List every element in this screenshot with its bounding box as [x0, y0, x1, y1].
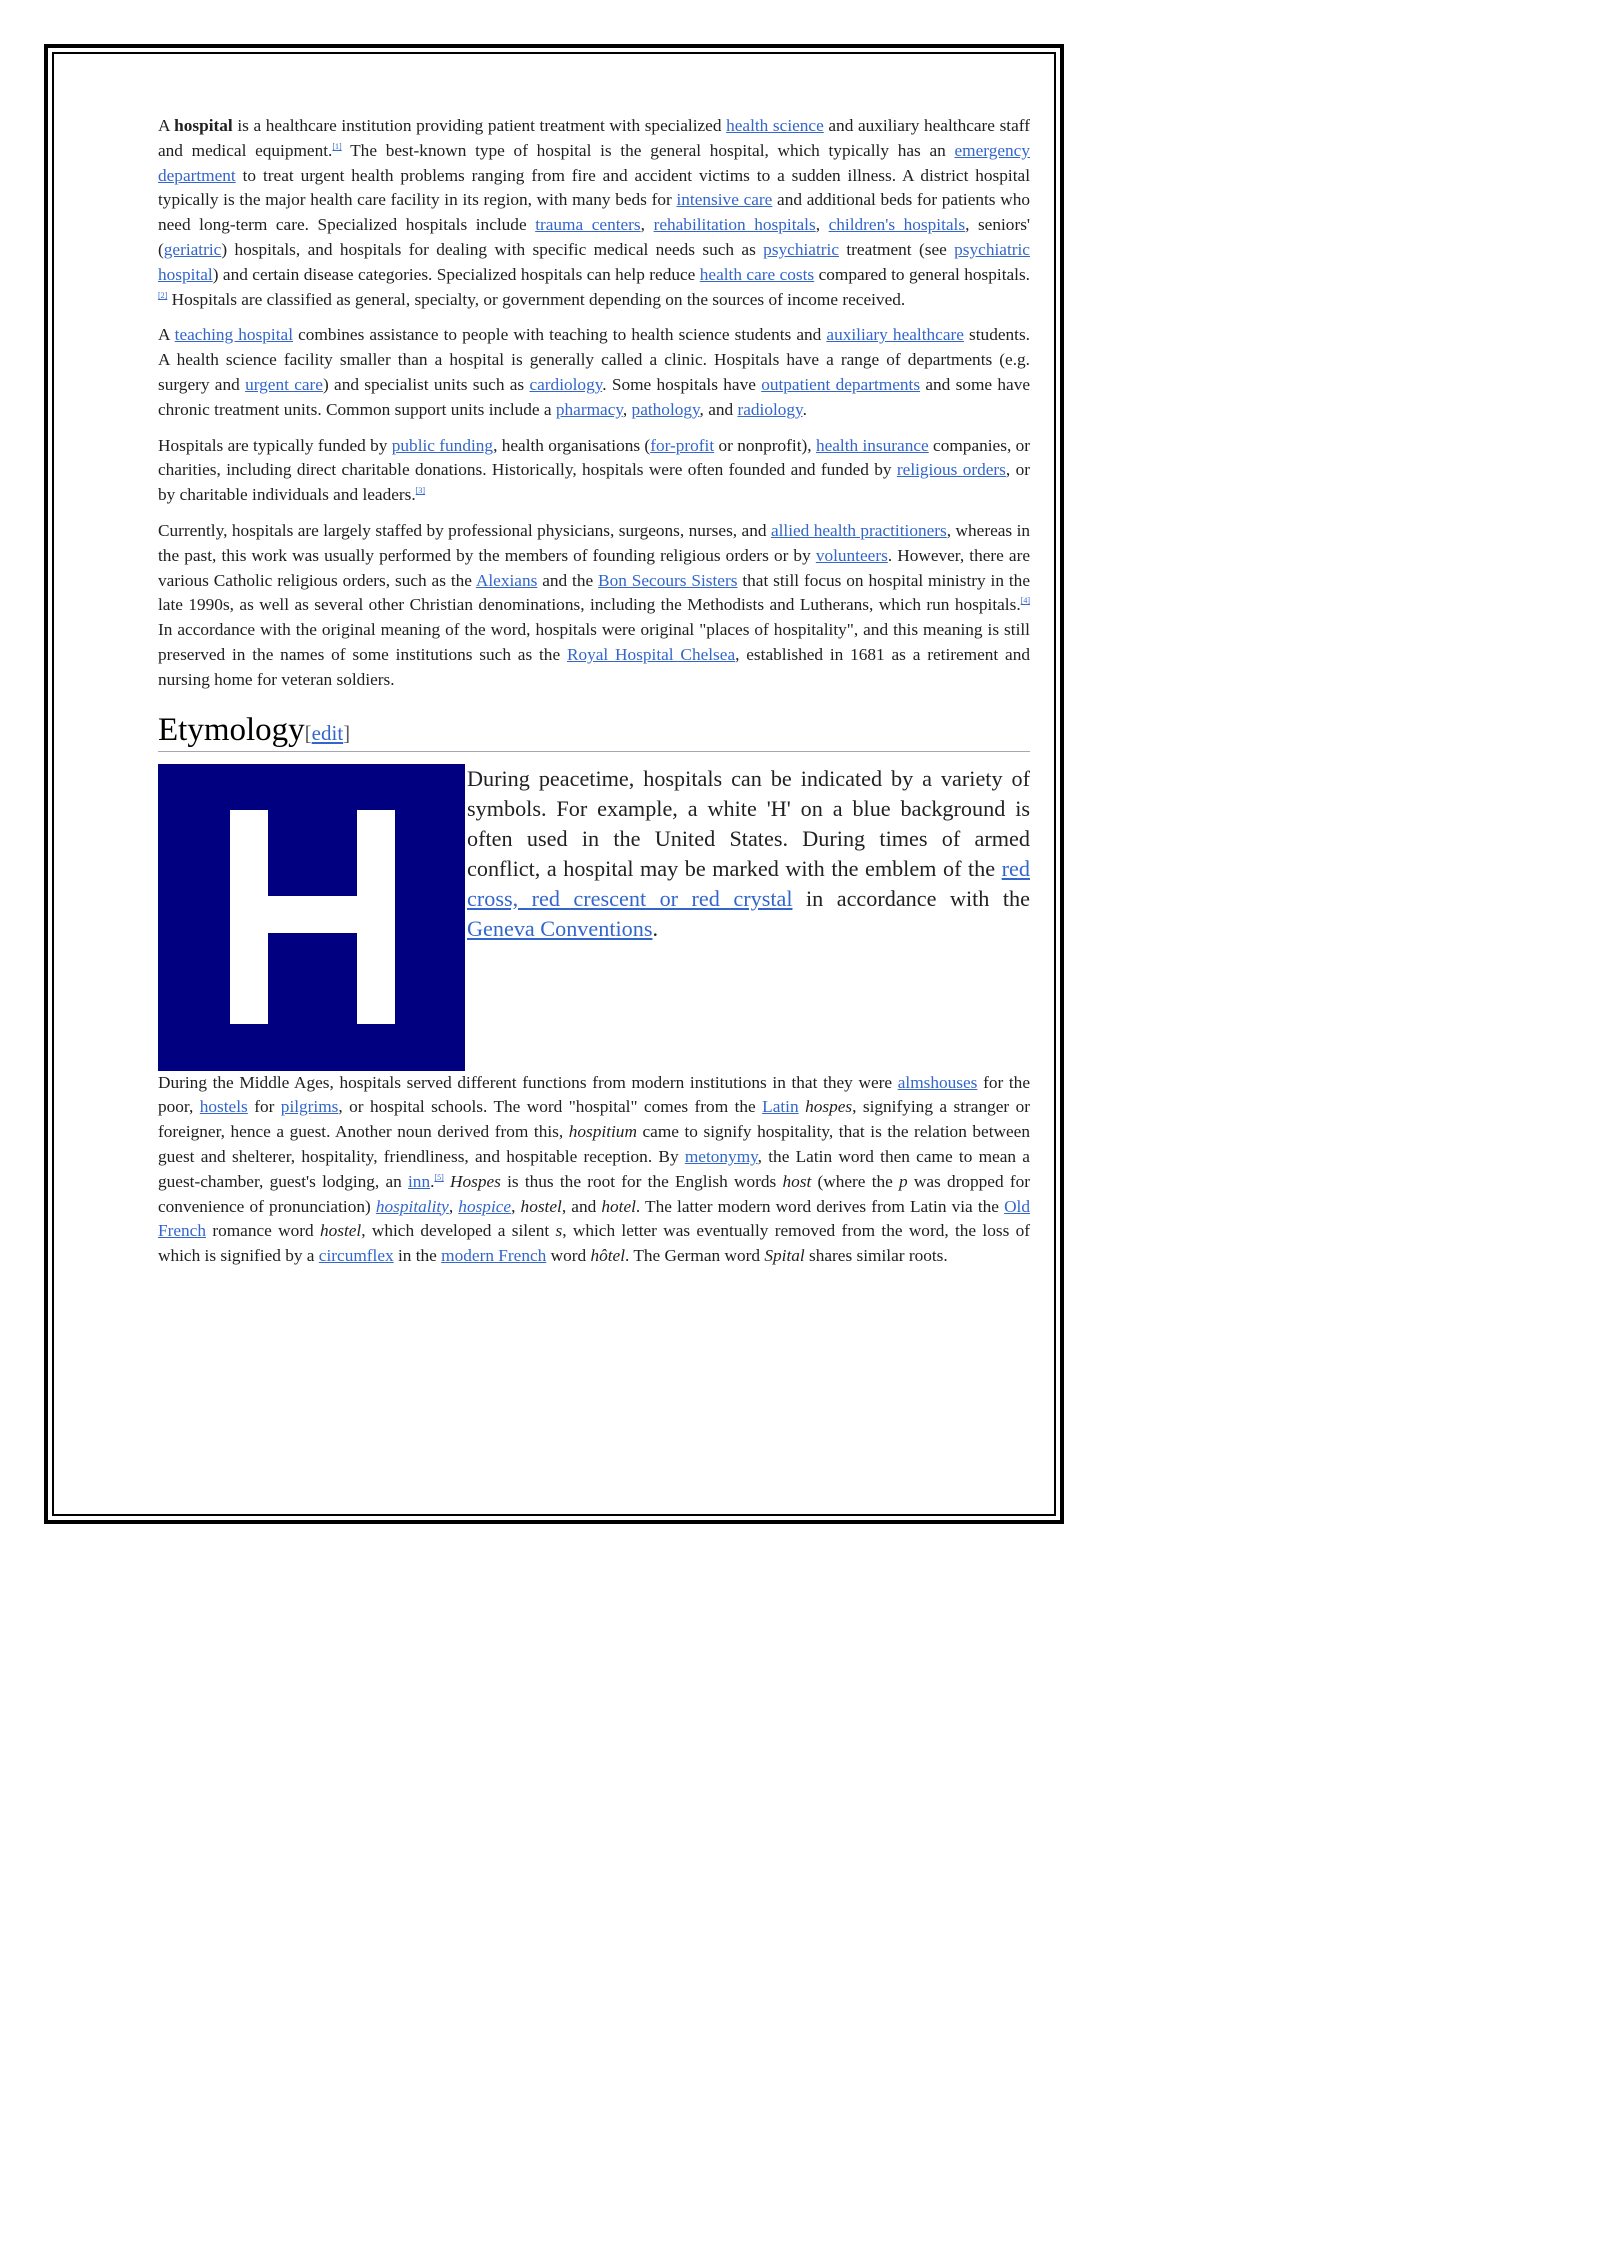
text-run: students. A health science facility smaller than a hospital is generally called a clinic. Hospitals have a range of departments (e.g. surgery and	[158, 325, 1030, 394]
citation-link[interactable]: [2]	[158, 290, 168, 300]
emblem-letter-right-stroke	[357, 810, 395, 1024]
text-run: During the Middle Ages, hospitals served different functions from modern institutions in that they were	[158, 1072, 898, 1092]
link-auxiliary-healthcare[interactable]: auxiliary healthcare	[826, 325, 964, 345]
link-urgent-care[interactable]: urgent care	[245, 374, 323, 394]
text-run: was dropped for convenience of pronunciation)	[158, 1171, 1030, 1216]
text-run: Hospitals are typically funded by	[158, 435, 392, 455]
italic-term: Spital	[764, 1246, 805, 1266]
text-run: .	[652, 915, 659, 941]
text-run: and auxiliary healthcare staff and medical equipment.	[158, 116, 1030, 160]
text-run: .	[802, 399, 807, 419]
link-for-profit[interactable]: for-profit	[650, 435, 715, 455]
text-run: . Some hospitals have	[602, 374, 762, 394]
text-run: compared to general hospitals.	[814, 264, 1031, 284]
italic-term: hostel	[319, 1221, 362, 1241]
edit-section-link-wrapper	[305, 721, 351, 745]
link-modern-french[interactable]: modern French	[441, 1246, 547, 1266]
citation-ref	[416, 486, 425, 495]
text-run: , established in 1681 as a retirement and nursing home for veteran soldiers.	[158, 644, 1030, 689]
intro-paragraph-3	[158, 434, 1030, 508]
text-run: Hospitals are classified as general, specialty, or government depending on the sources of income received.	[167, 289, 906, 309]
link-cardiology[interactable]: cardiology	[529, 374, 603, 394]
italic-term: hospes	[805, 1097, 853, 1117]
intro-paragraph-1	[158, 114, 1030, 312]
link-old-french[interactable]: Old French	[158, 1196, 1030, 1241]
link-pharmacy[interactable]: pharmacy	[555, 399, 623, 419]
text-run: , or by charitable individuals and leaders.	[158, 460, 1030, 505]
link-teaching-hospital[interactable]: teaching hospital	[174, 325, 293, 345]
text-run: combines assistance to people with teaching to health science students and	[293, 325, 827, 345]
intro-paragraph-2	[158, 323, 1030, 422]
text-run: A	[158, 116, 175, 135]
text-run: . The latter modern word derives from Latin via the	[635, 1196, 1005, 1216]
text-run: is thus the root for the English words	[500, 1171, 783, 1191]
text-run: in accordance with the	[792, 885, 1030, 911]
text-run: The best-known type of hospital is the general hospital, which typically has an	[341, 140, 955, 160]
text-run: treatment (see	[839, 239, 955, 259]
link-latin[interactable]: Latin	[762, 1097, 799, 1117]
link-allied-health-practitioners[interactable]: allied health practitioners	[770, 520, 947, 540]
hospital-h-emblem-icon	[158, 764, 465, 1071]
text-run: , signifying a stranger or foreigner, hence a guest. Another noun derived from this,	[158, 1097, 1030, 1142]
text-run: ,	[622, 399, 632, 419]
link-geneva-conventions[interactable]: Geneva Conventions	[467, 915, 653, 941]
italic-term: host	[782, 1171, 812, 1191]
text-run: , seniors' (	[158, 215, 1031, 259]
link-alexians[interactable]: Alexians	[475, 570, 538, 590]
link-rehabilitation-hospitals[interactable]: rehabilitation hospitals	[653, 215, 816, 235]
link-children-s-hospitals[interactable]: children's hospitals	[828, 215, 966, 235]
text-run: During peacetime, hospitals can be indicated by a variety of symbols. For example, a white 'H' on a blue background is often used in the United States. During times of armed conflict, a hospital may be marked with the emblem of the	[467, 765, 1030, 881]
link-psychiatric-hospital[interactable]: psychiatric hospital	[158, 239, 1030, 284]
link-religious-orders[interactable]: religious orders	[896, 460, 1006, 480]
link-outpatient-departments[interactable]: outpatient departments	[761, 374, 921, 394]
text-run: ,	[815, 215, 829, 235]
text-run: to treat urgent health problems ranging from fire and accident victims to a sudden illness. A district hospital typically is the major health care facility in its region, with many beds for	[158, 165, 1030, 210]
text-run: in the	[393, 1246, 442, 1266]
text-run: Currently, hospitals are largely staffed by professional physicians, surgeons, nurses, and	[158, 520, 771, 540]
text-run: , whereas in the past, this work was usually performed by the members of founding religious orders or by	[158, 520, 1031, 565]
text-run: ) and specialist units such as	[322, 374, 530, 394]
link-hospice[interactable]: hospice	[458, 1196, 512, 1216]
text-run: for	[247, 1097, 281, 1117]
citation-link[interactable]: [5]	[434, 1172, 444, 1182]
link-health-insurance[interactable]: health insurance	[815, 435, 929, 455]
text-run: shares similar roots.	[804, 1246, 948, 1266]
section-heading-etymology: Etymology	[158, 711, 305, 748]
text-run: ) hospitals, and hospitals for dealing with specific medical needs such as	[221, 239, 764, 259]
text-run: (where the	[811, 1171, 900, 1191]
link-pilgrims[interactable]: pilgrims	[280, 1097, 339, 1117]
link-hospitality[interactable]: hospitality	[375, 1196, 449, 1216]
text-run: , or hospital schools. The word "hospital" comes from the	[338, 1097, 763, 1117]
link-emergency-department[interactable]: emergency department	[158, 140, 1030, 185]
citation-link[interactable]: [1]	[332, 141, 342, 151]
text-run: , which developed a silent	[361, 1221, 556, 1241]
citation-ref	[158, 291, 167, 300]
emblem-letter-crossbar	[268, 896, 357, 933]
text-run: , which letter was eventually removed from the word, the loss of which is signified by a	[158, 1221, 1031, 1266]
text-run: , and	[699, 399, 738, 419]
text-run: and the	[537, 570, 599, 590]
link-intensive-care[interactable]: intensive care	[676, 190, 773, 210]
citation-ref	[1021, 596, 1030, 605]
italic-term: s	[555, 1221, 563, 1241]
text-run: romance word	[206, 1221, 320, 1241]
text-run: or nonprofit),	[714, 435, 816, 455]
link-metonymy[interactable]: metonymy	[684, 1146, 758, 1166]
citation-link[interactable]: [4]	[1020, 596, 1030, 606]
text-run: , and	[561, 1196, 602, 1216]
citation-ref	[332, 142, 341, 151]
text-run: . The German word	[625, 1246, 765, 1266]
text-run: is a healthcare institution providing patient treatment with specialized	[232, 116, 727, 135]
link-red-cross-red-crescent-or-red-crystal[interactable]: red cross, red crescent or red crystal	[467, 855, 1030, 911]
bold-term: hospital	[174, 116, 233, 135]
citation-ref	[434, 1173, 443, 1182]
text-run: , health organisations (	[493, 435, 651, 455]
text-run: ,	[448, 1196, 459, 1216]
link-circumflex[interactable]: circumflex	[318, 1246, 394, 1266]
text-run: and additional beds for patients who need long-term care. Specialized hospitals include	[158, 190, 1030, 235]
italic-term: p	[899, 1171, 908, 1191]
citation-link[interactable]: [3]	[415, 486, 426, 496]
intro-paragraph-4	[158, 519, 1030, 693]
edit-bracket-open: [	[304, 720, 312, 745]
link-almshouses[interactable]: almshouses	[897, 1072, 978, 1092]
text-run: came to signify hospitality, that is the relation between guest and shelterer, hospitality, friendliness, and hospitable reception. By	[158, 1122, 1030, 1166]
link-pathology[interactable]: pathology	[631, 399, 700, 419]
link-hostels[interactable]: hostels	[199, 1097, 248, 1117]
link-health-care-costs[interactable]: health care costs	[699, 264, 815, 284]
italic-term: hostel	[520, 1196, 562, 1216]
etymology-paragraph-1	[158, 1071, 1030, 1269]
link-health-science[interactable]: health science	[726, 116, 824, 135]
link-royal-hospital-chelsea[interactable]: Royal Hospital Chelsea	[566, 644, 736, 664]
emblem-figure	[158, 764, 1030, 1071]
italic-term: hotel	[601, 1196, 636, 1216]
link-geriatric[interactable]: geriatric	[163, 239, 222, 259]
text-run: that still focus on hospital ministry in the late 1990s, as well as several other Christian denominations, including the Methodists and Lutherans, which run hospitals.	[158, 570, 1030, 615]
edit-section-link[interactable]: edit	[311, 720, 344, 745]
link-public-funding[interactable]: public funding	[391, 435, 494, 455]
text-run: In accordance with the original meaning of the word, hospitals were original "places of hospitality", and this meaning is still preserved in the names of some institutions such as the	[158, 620, 1030, 664]
text-run: , the Latin word then came to mean a guest-chamber, guest's lodging, an	[158, 1146, 1030, 1191]
text-run: for the poor,	[158, 1072, 1030, 1117]
italic-term: Hospes	[449, 1171, 501, 1191]
text-run: . However, there are various Catholic religious orders, such as the	[158, 545, 1030, 590]
italic-term: hospitium	[568, 1122, 637, 1142]
text-run: A	[158, 325, 175, 345]
text-run: .	[430, 1171, 435, 1191]
link-psychiatric[interactable]: psychiatric	[763, 239, 839, 259]
text-run: and some have chronic treatment units. Common support units include a	[158, 374, 1031, 419]
emblem-letter-left-stroke	[230, 810, 268, 1024]
text-run: companies, or charities, including direct charitable donations. Historically, hospitals were often founded and funded by	[158, 435, 1030, 480]
etymology-heading-row	[158, 713, 1030, 752]
link-volunteers[interactable]: volunteers	[815, 545, 888, 565]
link-trauma-centers[interactable]: trauma centers	[535, 215, 641, 235]
link-inn[interactable]: inn	[408, 1171, 431, 1191]
link-radiology[interactable]: radiology	[737, 399, 803, 419]
text-run: ) and certain disease categories. Specialized hospitals can help reduce	[212, 264, 700, 284]
text-run: word	[546, 1246, 591, 1266]
article-body	[158, 114, 1030, 1280]
italic-term: hôtel	[590, 1246, 626, 1266]
text-run: ,	[640, 215, 654, 235]
edit-bracket-close: ]	[343, 720, 351, 745]
text-run: ,	[511, 1196, 521, 1216]
link-bon-secours-sisters[interactable]: Bon Secours Sisters	[598, 570, 738, 590]
